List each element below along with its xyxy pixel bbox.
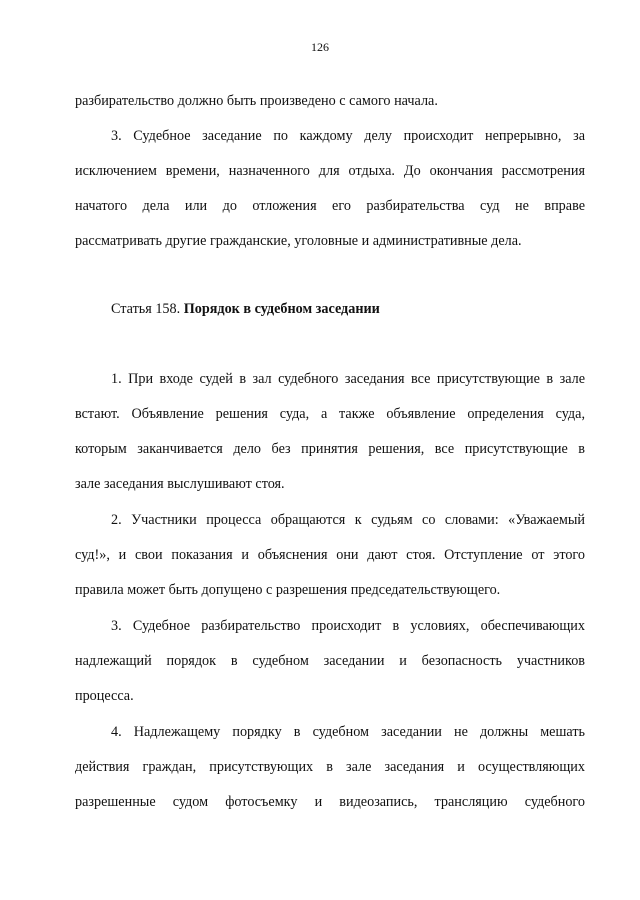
text-line: суд!», и свои показания и объяснения они дают стоя. Отступление от этого [75,547,585,563]
text-line: разрешенные судом фотосъемку и видеозапись, трансляцию судебного [75,794,585,810]
text-line: 1. При входе судей в зал судебного заседания все присутствующие в зале [111,371,585,387]
text-line: надлежащий порядок в судебном заседании и безопасность участников [75,653,585,669]
text-line: 3. Судебное заседание по каждому делу происходит непрерывно, за [111,128,585,144]
article-title: Порядок в судебном заседании [183,301,380,317]
text-line: встают. Объявление решения суда, а также объявление определения суда, [75,406,585,422]
text-line: начатого дела или до отложения его разбирательства суд не вправе [75,198,585,214]
text-line: зале заседания выслушивают стоя. [75,476,285,492]
article-number: Статья 158. [111,301,184,317]
text-line: разбирательство должно быть произведено с самого начала. [75,93,438,109]
text-line: правила может быть допущено с разрешения председательствующего. [75,582,501,598]
article-heading [111,300,380,318]
text-line: 4. Надлежащему порядку в судебном заседании не должны мешать [111,724,585,740]
page-number: 126 [311,40,329,54]
text-line: 2. Участники процесса обращаются к судьям со словами: «Уважаемый [111,512,585,528]
text-line: процесса. [75,688,134,704]
text-line: 3. Судебное разбирательство происходит в условиях, обеспечивающих [111,618,585,634]
text-line: рассматривать другие гражданские, уголовные и административные дела. [75,233,522,249]
text-line: действия граждан, присутствующих в зале заседания и осуществляющих [75,759,585,775]
text-line: которым заканчивается дело без принятия решения, все присутствующие в [75,441,585,457]
text-line: исключением времени, назначенного для отдыха. До окончания рассмотрения [75,163,585,179]
